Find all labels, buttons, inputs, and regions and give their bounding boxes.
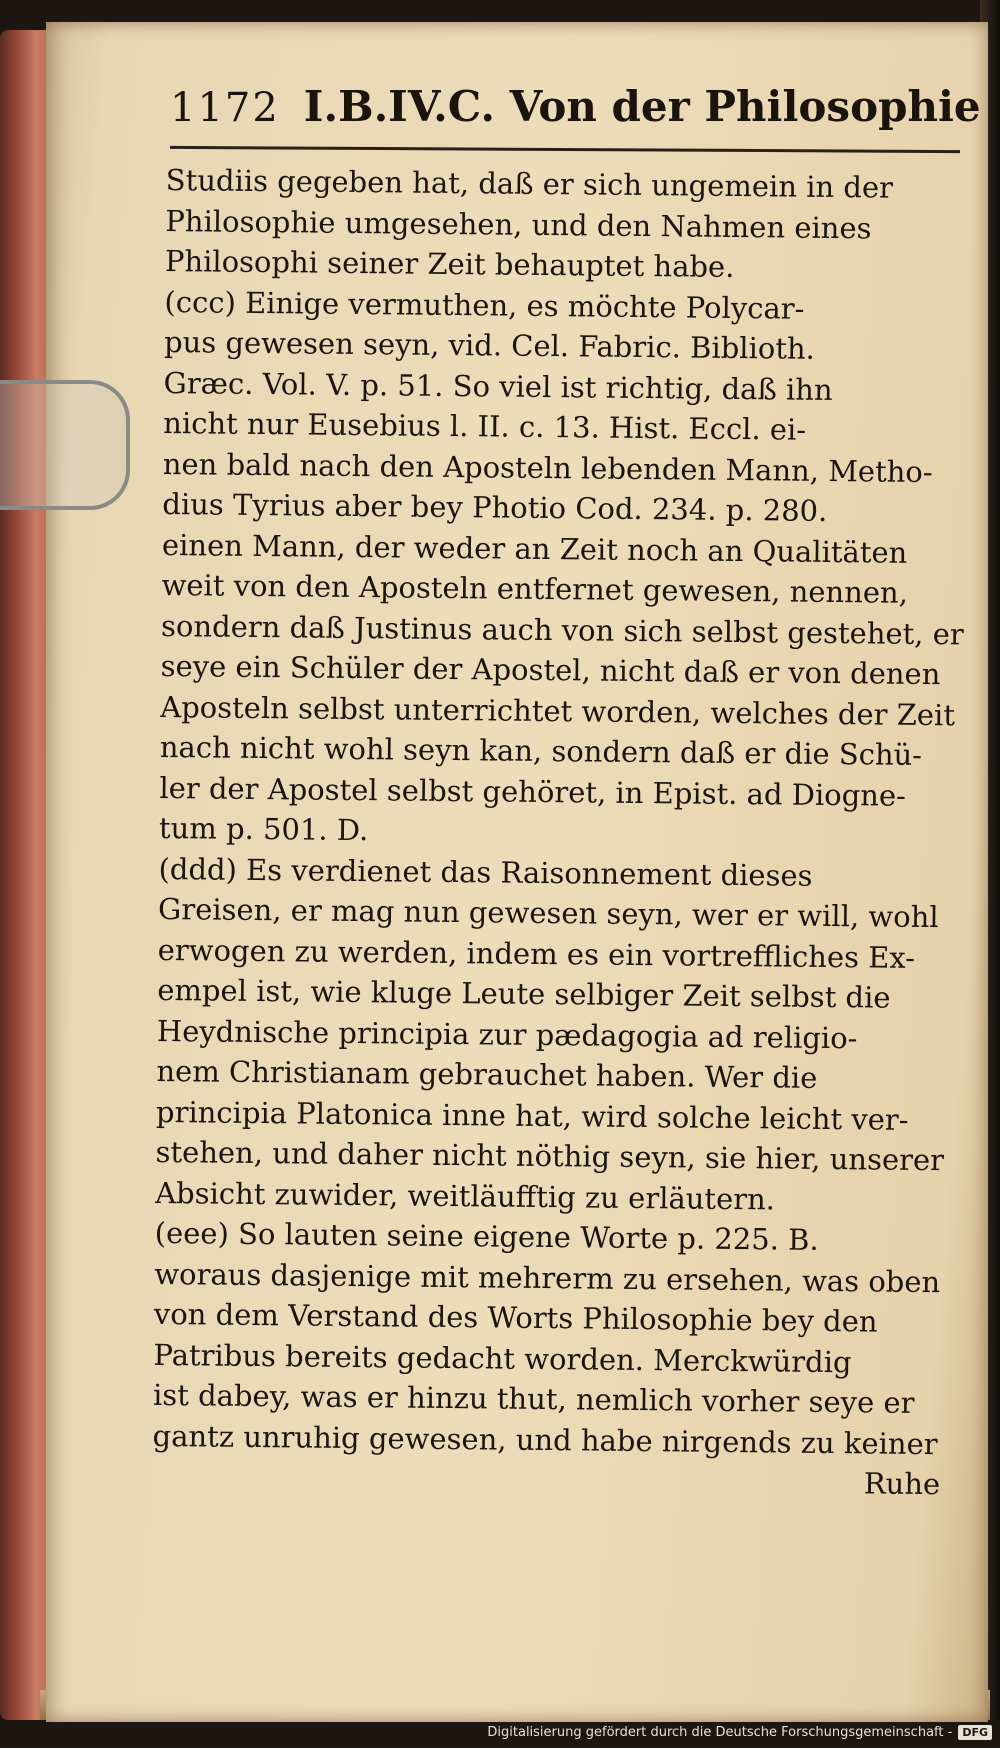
text-line: nicht nur Eusebius l. II. c. 13. Hist. Eccl. ei- — [163, 405, 807, 447]
text-line: sondern daß Justinus auch von sich selbst gestehet, er — [160, 608, 964, 651]
text-line: stehen, und daher nicht nöthig seyn, sie hier, unserer — [155, 1134, 945, 1178]
text-line: nach nicht wohl seyn kan, sondern daß er die Schü- — [159, 729, 923, 772]
page-clip — [0, 380, 130, 510]
text-line: principia Platonica inne hat, wird solche leicht ver- — [155, 1094, 909, 1137]
dfg-logo: DFG — [958, 1725, 992, 1740]
text-line: pus gewesen seyn, vid. Cel. Fabric. Biblioth. — [163, 324, 816, 366]
digitization-credit — [487, 1722, 992, 1742]
catchword: Ruhe — [863, 1466, 941, 1502]
body-text — [152, 160, 964, 1505]
text-line: ist dabey, was er hinzu thut, nemlich vorher seye er — [152, 1377, 915, 1420]
running-title: I.B.IV.C. Von der Philosophie — [303, 82, 981, 131]
text-line: Absicht zuwider, weitläufftig zu erläutern. — [155, 1175, 776, 1216]
text-line: nen bald nach den Aposteln lebenden Mann, Metho- — [162, 446, 933, 489]
credit-text: Digitalisierung gefördert durch die Deutsche Forschungsgemeinschaft - — [487, 1724, 953, 1740]
text-line: tum p. 501. D. — [158, 810, 369, 848]
text-line: von dem Verstand des Worts Philosophie bey den — [153, 1296, 878, 1339]
page-header — [170, 82, 981, 152]
text-line: Aposteln selbst unterrichtet worden, welches der Zeit — [160, 689, 956, 732]
text-line: empel ist, wie kluge Leute selbiger Zeit selbst die — [157, 972, 891, 1015]
text-line: Patribus bereits gedacht worden. Merckwürdig — [153, 1337, 852, 1379]
text-line: woraus dasjenige mit mehrerm zu ersehen, was oben — [154, 1256, 941, 1299]
text-line: Græc. Vol. V. p. 51. So viel ist richtig, daß ihn — [163, 365, 833, 407]
text-line: ler der Apostel selbst gehöret, in Epist. ad Diogne- — [159, 770, 907, 813]
text-line: Philosophi seiner Zeit behauptet habe. — [164, 243, 735, 284]
text-line: Philosophie umgesehen, und den Nahmen eines — [165, 203, 872, 245]
text-line: erwogen zu werden, indem es ein vortreffliches Ex- — [157, 932, 916, 975]
page-number: 1172 — [170, 85, 280, 131]
text-line: dius Tyrius aber bey Photio Cod. 234. p. 280. — [162, 486, 828, 528]
text-line: Greisen, er mag nun gewesen seyn, wer er will, wohl — [157, 891, 939, 935]
text-line: Studiis gegeben hat, daß er sich ungemein in der — [165, 162, 894, 205]
text-line: weit von den Aposteln entfernet gewesen, nennen, — [161, 567, 909, 610]
text-line: (eee) So lauten seine eigene Worte p. 225. B. — [154, 1215, 819, 1257]
text-line: nem Christianam gebrauchet haben. Wer die — [156, 1053, 818, 1095]
text-line: gantz unruhig gewesen, und habe nirgends zu keiner — [152, 1418, 938, 1461]
text-line: (ddd) Es verdienet das Raisonnement dieses — [158, 851, 813, 893]
text-line: Heydnische principia zur pædagogia ad religio- — [156, 1013, 858, 1055]
text-line: (ccc) Einige vermuthen, es möchte Polycar- — [164, 284, 805, 326]
text-line: einen Mann, der weder an Zeit noch an Qualitäten — [161, 527, 908, 570]
text-line: seye ein Schüler der Apostel, nicht daß er von denen — [160, 648, 941, 692]
